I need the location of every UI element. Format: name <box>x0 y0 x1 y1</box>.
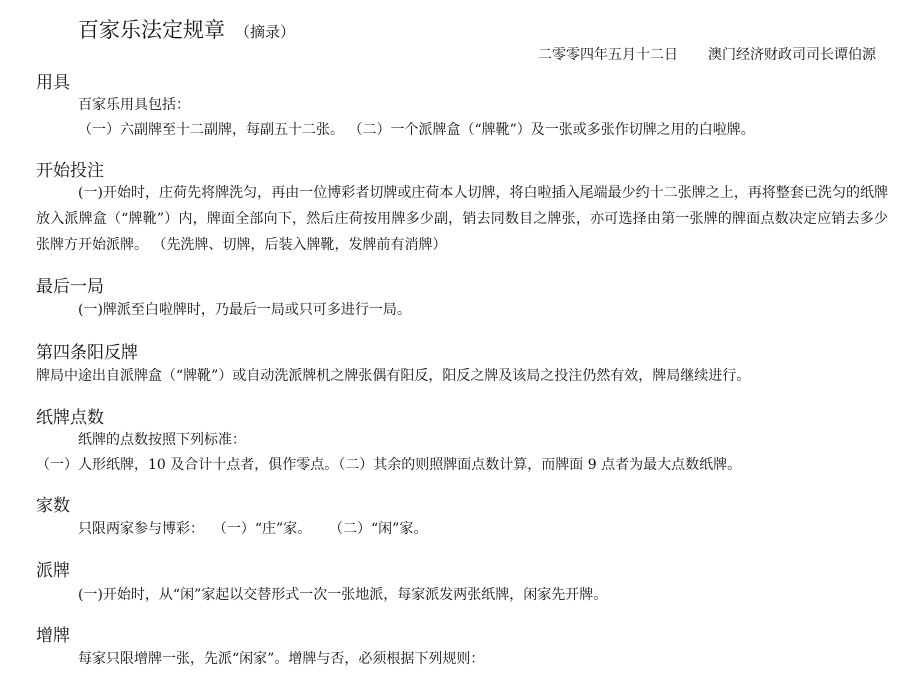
start-betting-body: (一)开始时，庄荷先将牌洗匀，再由一位博彩者切牌或庄荷本人切牌，将白啦插入尾端最少约十二张牌之上，再将整套已洗匀的纸牌放入派牌盒（“牌靴”）内，牌面全部向下，然后庄荷按用牌多少副，销去同数目之牌张，亦可选择由第一张牌的牌面点数决定应销去多少张牌方开始派牌。 （先洗牌、切牌，后装入牌靴，发牌前有消牌） <box>36 185 888 253</box>
extra-card-body: 每家只限增牌一张，先派“闲家”。增牌与否，必须根据下列规则： <box>78 651 485 667</box>
article4-body: 牌局中途出自派牌盒（“牌靴”）或自动洗派牌机之牌张偶有阳反，阳反之牌及该局之投注仍然有效，牌局继续进行。 <box>36 368 751 384</box>
title-text: 百家乐法定规章 <box>78 18 225 42</box>
section-heading-parties: 家数 <box>36 496 70 516</box>
equipment-intro: 百家乐用具包括： <box>78 97 190 113</box>
section-heading-start-betting: 开始投注 <box>36 161 104 181</box>
section-heading-extra-card: 增牌 <box>36 626 70 646</box>
last-round-body: (一)牌派至白啦牌时，乃最后一局或只可多进行一局。 <box>78 302 411 318</box>
section-heading-last-round: 最后一局 <box>36 277 104 297</box>
document-subtitle: （摘录） <box>235 23 296 41</box>
dateline <box>0 44 876 64</box>
section-heading-equipment: 用具 <box>36 73 70 93</box>
section-heading-dealing: 派牌 <box>36 561 70 581</box>
section-heading-card-points: 纸牌点数 <box>36 408 104 428</box>
document-date: 二零零四年五月十二日 <box>538 47 678 63</box>
parties-body: 只限两家参与博彩： （一）“庄”家。 （二）“闲”家。 <box>78 521 428 537</box>
equipment-items: （一）六副牌至十二副牌，每副五十二张。 （二）一个派牌盒（“牌靴”）及一张或多张作切牌之用的白啦牌。 <box>78 122 755 138</box>
dealing-body: (一)开始时，从“闲”家起以交替形式一次一张地派，每家派发两张纸牌，闲家先开牌。 <box>78 587 608 603</box>
document-title <box>78 14 295 44</box>
card-points-rule: （一）人形纸牌，10 及合计十点者，俱作零点。（二）其余的则照牌面点数计算，而牌面 9 点者为最大点数纸牌。 <box>36 457 742 473</box>
card-points-intro: 纸牌的点数按照下列标准： <box>78 432 246 448</box>
section-heading-article4: 第四条阳反牌 <box>36 343 138 363</box>
signatory: 澳门经济财政司司长谭伯源 <box>708 47 876 63</box>
